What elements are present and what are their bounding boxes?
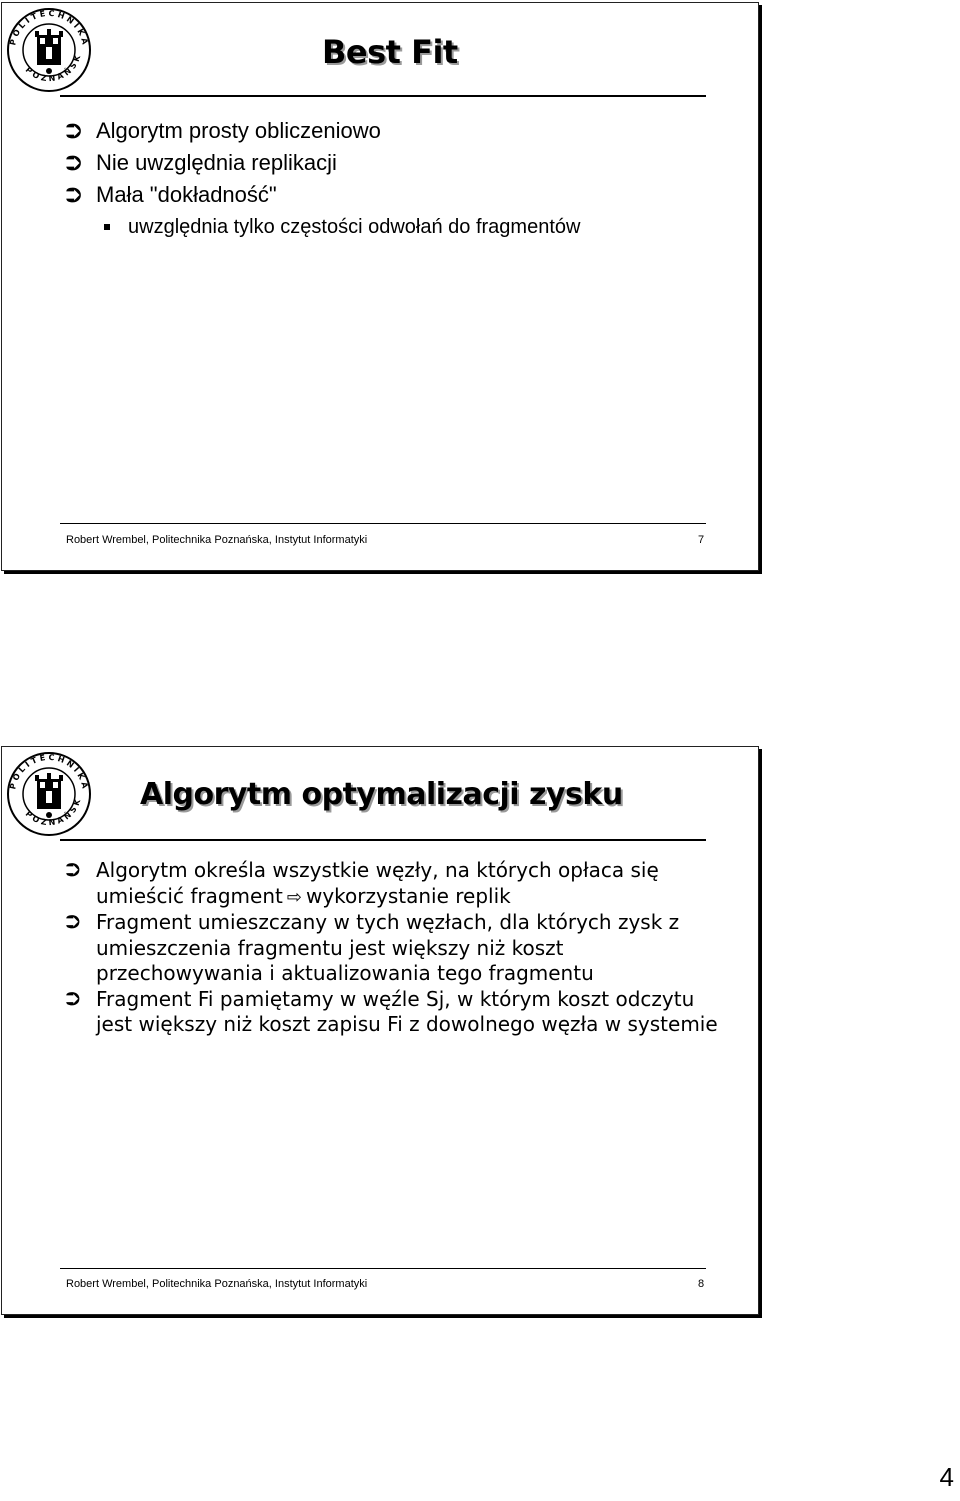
- bullet-item: ⮊ Fragment Fi pamiętamy w węźle Sj, w którym koszt odczytu jest większy niż koszt zapisu Fi z dowolnego węzła w systemie: [66, 986, 718, 1036]
- curved-arrow-icon: ⮊: [66, 119, 82, 143]
- curved-arrow-icon: ⮊: [66, 988, 80, 1010]
- title-divider: [60, 839, 706, 841]
- slide-title: Algorytm optymalizacji zysku: [140, 777, 623, 812]
- slide-content: [66, 115, 718, 243]
- slide-content: [66, 858, 718, 1038]
- title-divider: [60, 95, 706, 97]
- bullet-item: ⮊ Mała "dokładność": [66, 179, 718, 211]
- curved-arrow-icon: ⮊: [66, 151, 82, 175]
- curved-arrow-icon: ⮊: [66, 860, 80, 881]
- footer-divider: [60, 1268, 706, 1269]
- curved-arrow-icon: ⮊: [66, 912, 80, 933]
- document-page-number: 4: [939, 1462, 954, 1492]
- slide-best-fit: [1, 2, 759, 571]
- curved-arrow-icon: ⮊: [66, 183, 82, 207]
- bullet-item: ⮊ Algorytm prosty obliczeniowo: [66, 115, 718, 147]
- right-arrow-icon: ⇨: [286, 886, 302, 908]
- footer-divider: [60, 523, 706, 524]
- footer-author: Robert Wrembel, Politechnika Poznańska, Instytut Informatyki: [66, 534, 368, 546]
- sub-bullet-item: uwzględnia tylko częstości odwołań do fragmentów: [66, 211, 718, 243]
- bullet-item: ⮊ Algorytm określa wszystkie węzły, na których opłaca się umieścić fragment ⇨ wykorzystanie replik: [66, 858, 659, 908]
- footer-author: Robert Wrembel, Politechnika Poznańska, Instytut Informatyki: [66, 1278, 368, 1290]
- slide-page-number: 8: [698, 1278, 705, 1290]
- slide-title: Best Fit: [322, 33, 458, 71]
- university-logo-icon: [6, 7, 92, 93]
- slide-profit-optimization: [1, 746, 759, 1315]
- university-logo-icon: [6, 751, 92, 837]
- slide-page-number: 7: [698, 534, 705, 546]
- bullet-item: ⮊ Fragment umieszczany w tych węzłach, dla których zysk z umieszczenia fragmentu jest większy niż koszt przechowywania i aktualizowania tego fragmentu: [66, 910, 680, 985]
- bullet-item: ⮊ Nie uwzględnia replikacji: [66, 147, 718, 179]
- square-bullet-icon: [104, 224, 110, 230]
